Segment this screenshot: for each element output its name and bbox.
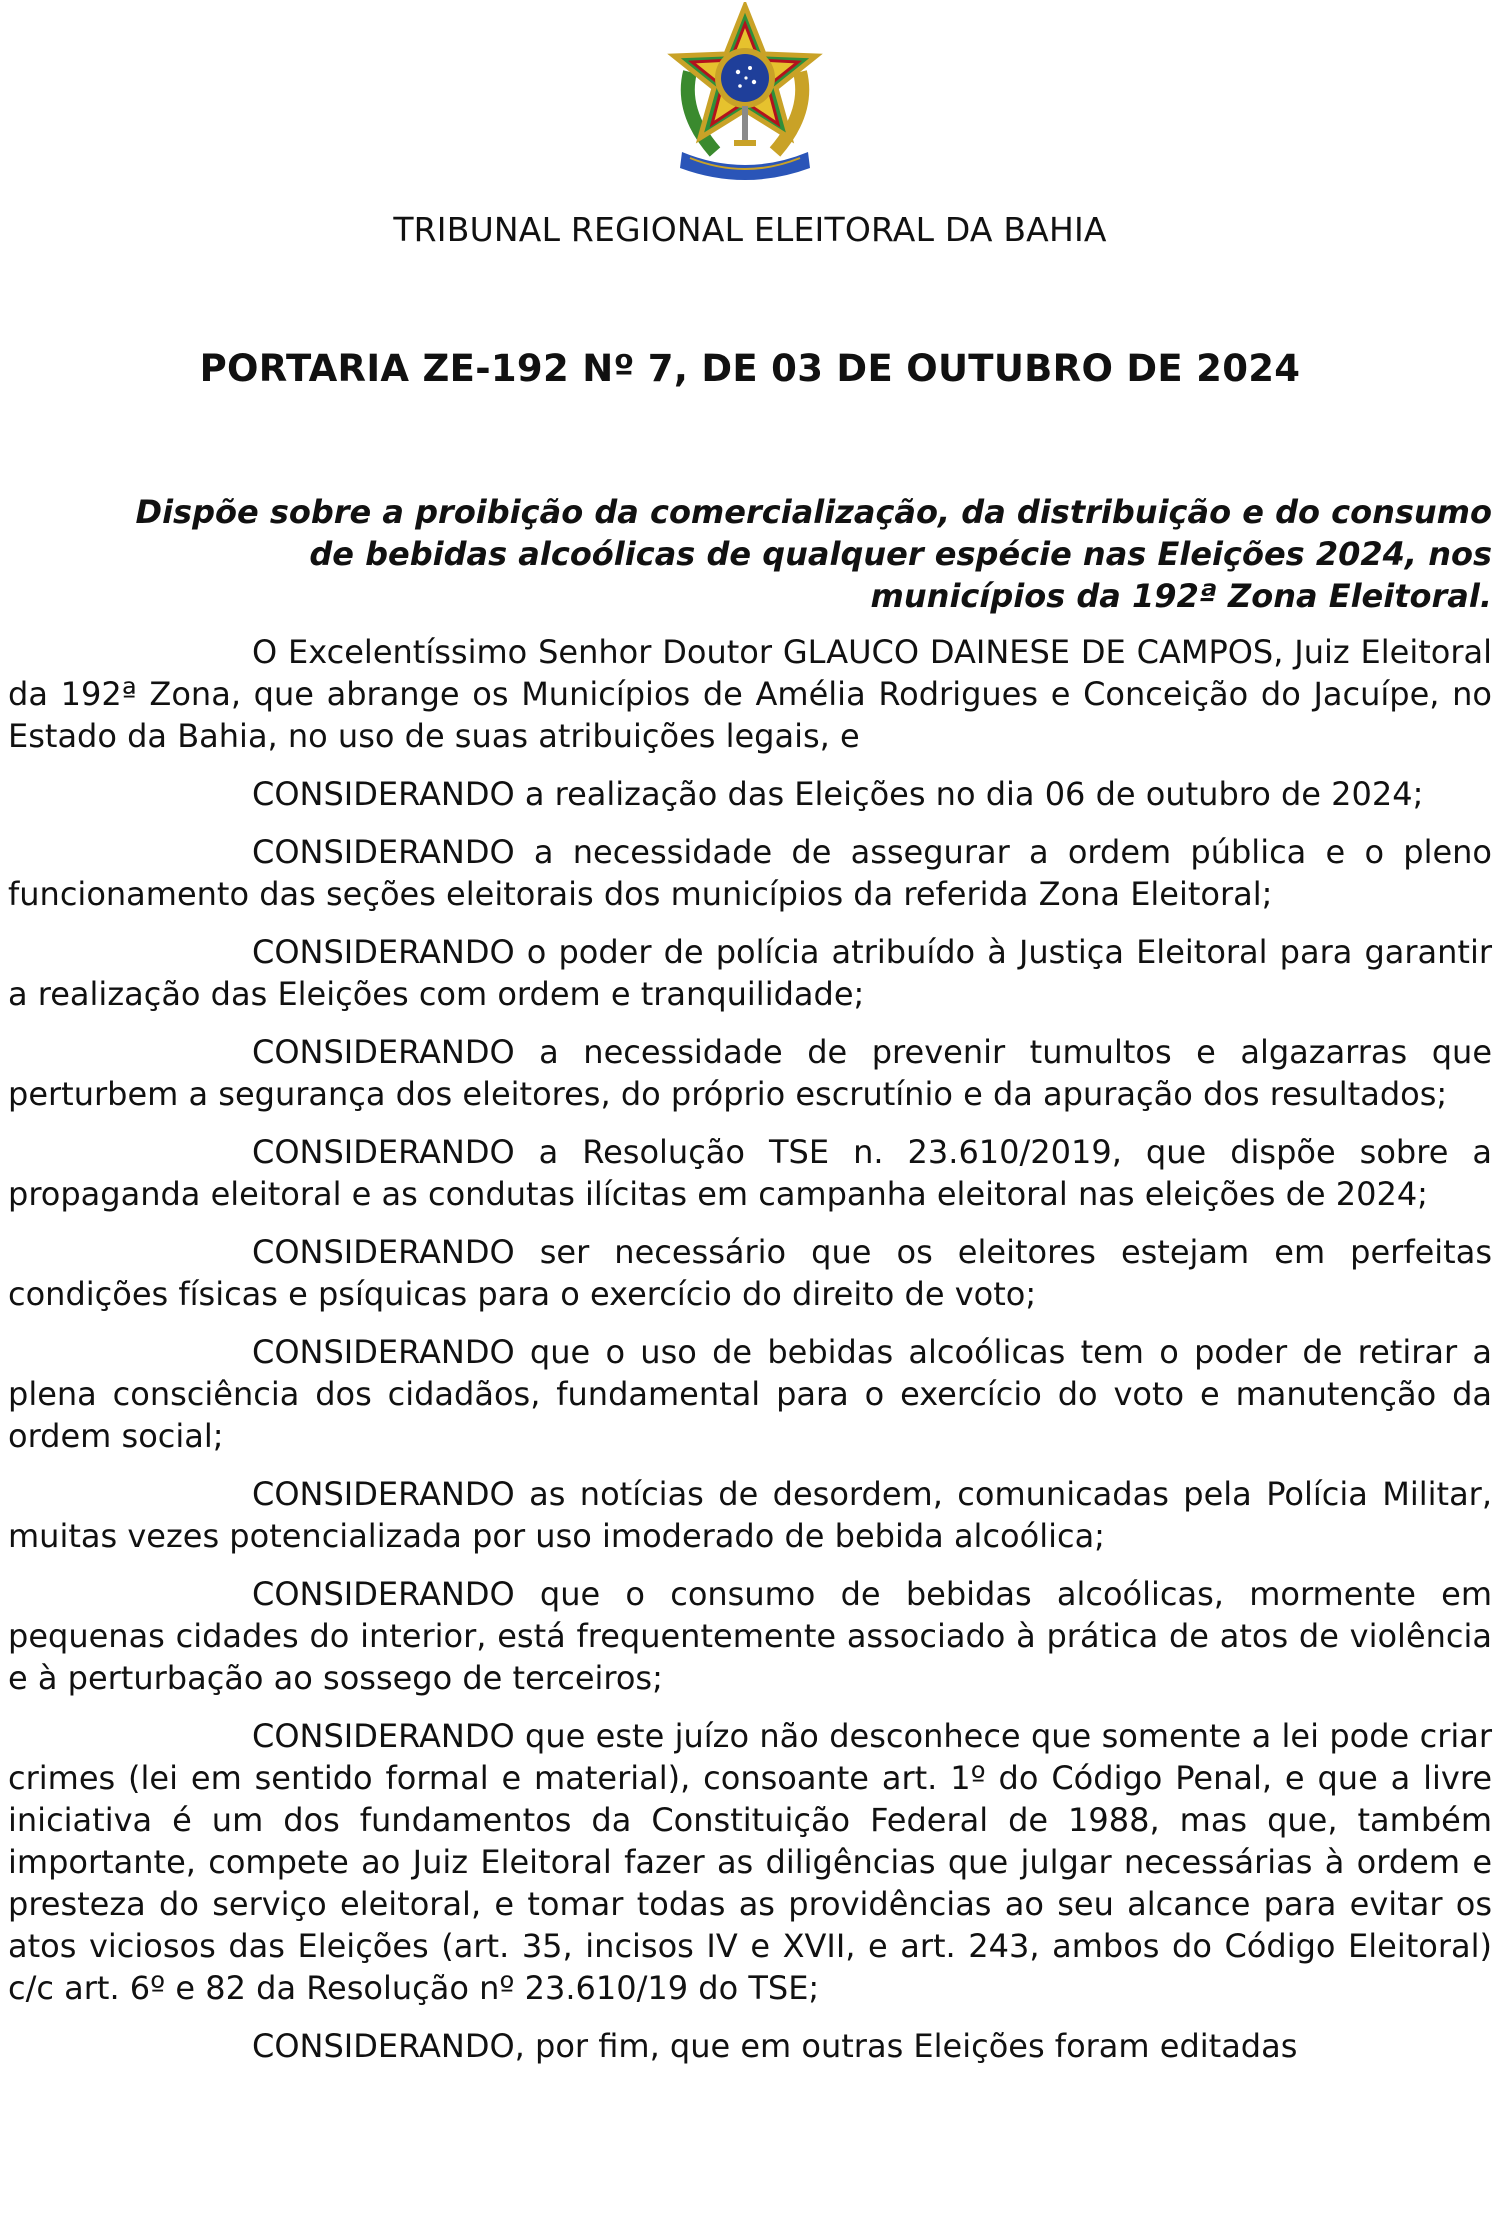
organization-name: TRIBUNAL REGIONAL ELEITORAL DA BAHIA — [393, 210, 1107, 249]
brazil-coat-of-arms-icon — [660, 2, 830, 184]
considerando-paragraph: CONSIDERANDO ser necessário que os eleitores estejam em perfeitas condições físicas e psíquicas para o exercício do direito de voto; — [8, 1233, 1492, 1313]
considerando-paragraph: CONSIDERANDO a Resolução TSE n. 23.610/2019, que dispõe sobre a propaganda eleitoral e as condutas ilícitas em campanha eleitoral nas eleições de 2024; — [8, 1133, 1492, 1213]
document-title: PORTARIA ZE-192 Nº 7, DE 03 DE OUTUBRO DE 2024 — [199, 347, 1301, 390]
considerando-paragraph: CONSIDERANDO que o uso de bebidas alcoólicas tem o poder de retirar a plena consciência dos cidadãos, fundamental para o exercício do voto e manutenção da ordem social; — [8, 1333, 1492, 1455]
considerando-paragraph: CONSIDERANDO o poder de polícia atribuído à Justiça Eleitoral para garantir a realização das Eleições com ordem e tranquilidade; — [8, 933, 1492, 1013]
document-body — [8, 631, 1492, 2083]
preamble-paragraph: O Excelentíssimo Senhor Doutor GLAUCO DAINESE DE CAMPOS, Juiz Eleitoral da 192ª Zona, que abrange os Municípios de Amélia Rodrigues e Conceição do Jacuípe, no Estado da Bahia, no uso de suas atribuições legais, e — [8, 633, 1492, 755]
ementa-line: municípios da 192ª Zona Eleitoral. — [870, 577, 1492, 615]
ementa — [8, 491, 1492, 617]
ementa-line: de bebidas alcoólicas de qualquer espécie nas Eleições 2024, nos — [309, 535, 1492, 573]
considerando-paragraph: CONSIDERANDO que o consumo de bebidas alcoólicas, mormente em pequenas cidades do interior, está frequentemente associado à prática de atos de violência e à perturbação ao sossego de terceiros; — [8, 1575, 1492, 1697]
considerando-paragraph: CONSIDERANDO que este juízo não desconhece que somente a lei pode criar crimes (lei em sentido formal e material), consoante art. 1º do Código Penal, e que a livre iniciativa é um dos fundamentos da Constituição Federal de 1988, mas que, também importante, compete ao Juiz Eleitoral fazer as diligências que julgar necessárias à ordem e presteza do serviço eleitoral, e tomar todas as providências ao seu alcance para evitar os atos viciosos das Eleições (art. 35, incisos IV e XVII, e art. 243, ambos do Código Eleitoral) c/c art. 6º e 82 da Resolução nº 23.610/19 do TSE; — [8, 1717, 1492, 2007]
considerando-paragraph: CONSIDERANDO as notícias de desordem, comunicadas pela Polícia Militar, muitas vezes potencializada por uso imoderado de bebida alcoólica; — [8, 1475, 1492, 1555]
considerando-paragraph: CONSIDERANDO a necessidade de assegurar a ordem pública e o pleno funcionamento das seções eleitorais dos municípios da referida Zona Eleitoral; — [8, 833, 1492, 913]
considerando-paragraph: CONSIDERANDO a necessidade de prevenir tumultos e algazarras que perturbem a segurança dos eleitores, do próprio escrutínio e da apuração dos resultados; — [8, 1033, 1492, 1113]
ementa-line: Dispõe sobre a proibição da comercialização, da distribuição e do consumo — [135, 493, 1492, 531]
considerando-paragraph: CONSIDERANDO, por fim, que em outras Eleições foram editadas — [252, 2027, 1298, 2065]
considerando-paragraph: CONSIDERANDO a realização das Eleições no dia 06 de outubro de 2024; — [252, 775, 1424, 813]
